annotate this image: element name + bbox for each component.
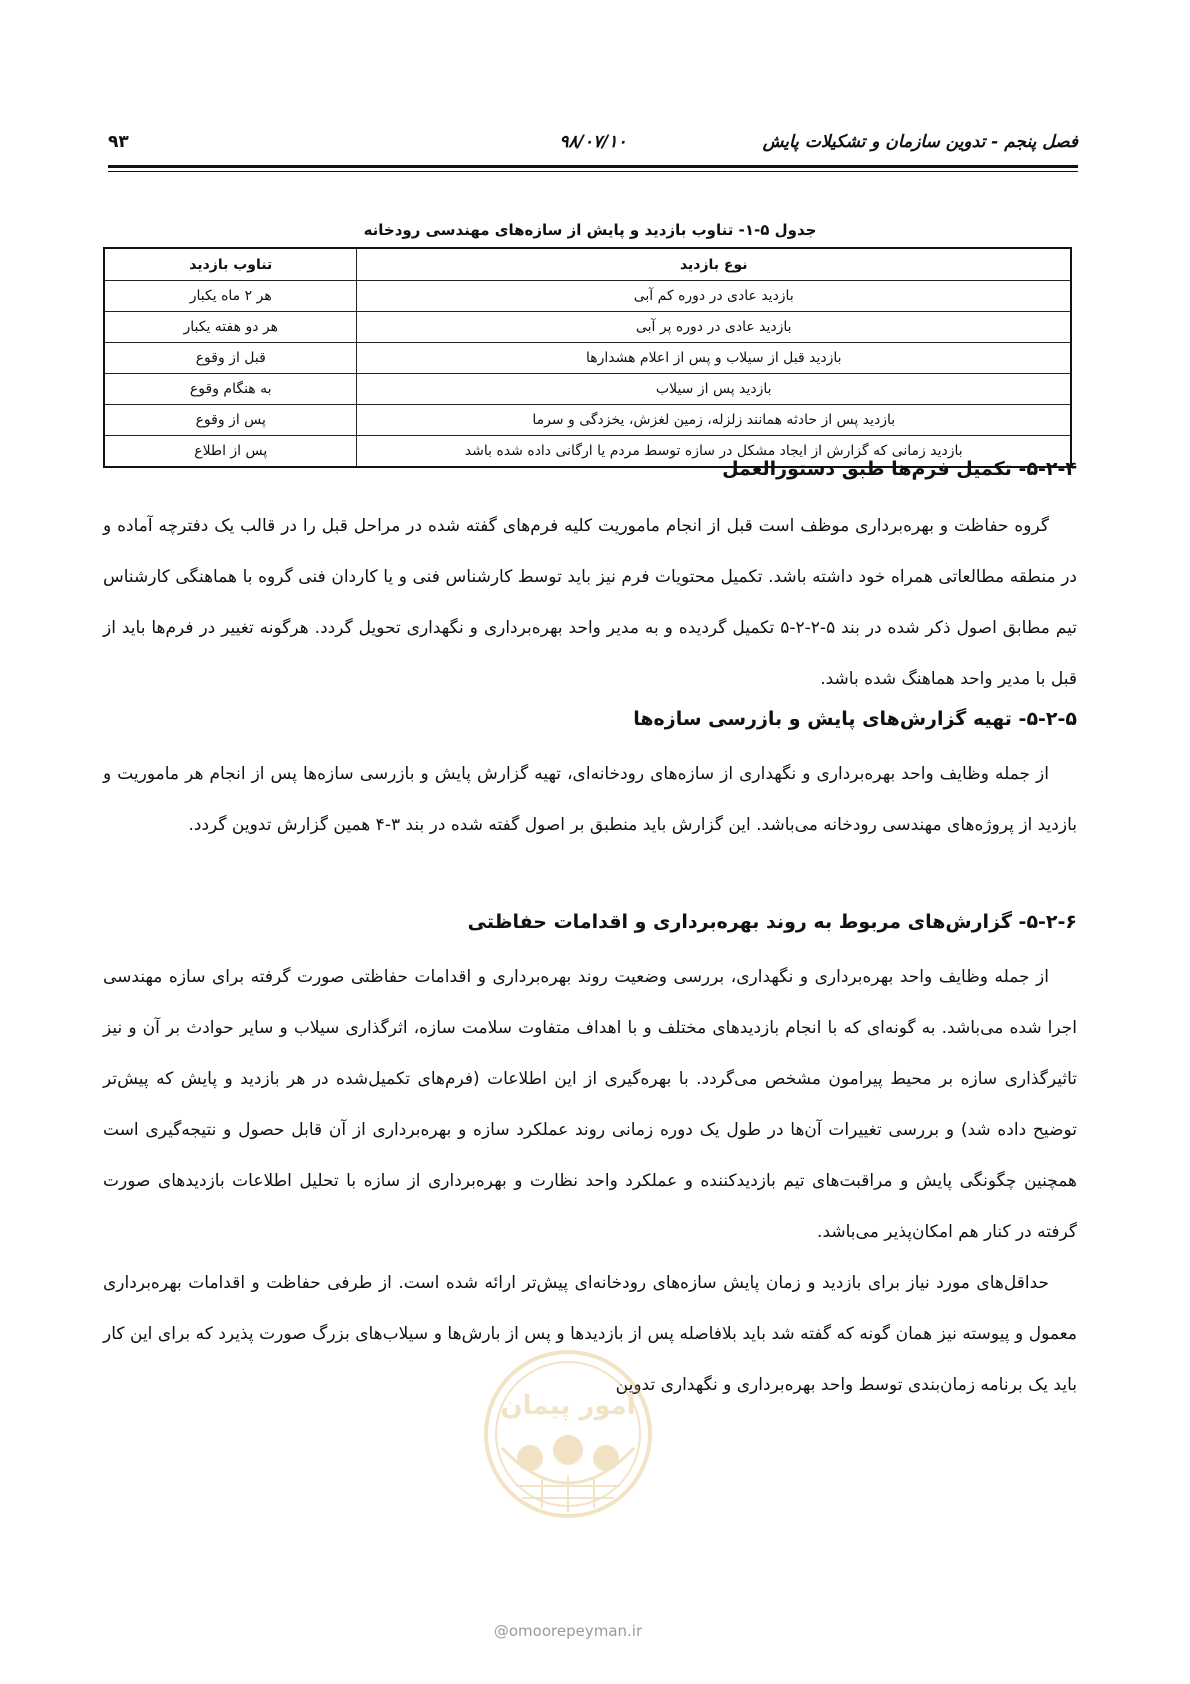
visit-type-cell: بازدید عادی در دوره پر آبی xyxy=(357,312,1071,343)
table-caption: جدول ۵-۱- تناوب بازدید و پایش از سازه‌های مهندسی رودخانه xyxy=(363,221,817,239)
header-rule-thin xyxy=(108,171,1078,172)
visit-frequency-cell: قبل از وقوع xyxy=(104,343,357,374)
visit-frequency-cell: به هنگام وقوع xyxy=(104,374,357,405)
header-rule xyxy=(108,165,1078,168)
table-header-row xyxy=(104,248,1071,281)
visit-frequency-cell: هر ۲ ماه یکبار xyxy=(104,281,357,312)
table-row xyxy=(104,312,1071,343)
watermark-url: @omoorepeyman.ir xyxy=(493,1622,643,1640)
page-number: ۹۳ xyxy=(108,132,129,152)
table-row xyxy=(104,343,1071,374)
section-title-5-2-6: ۵-۲-۶- گزارش‌های مربوط به روند بهره‌برداری و اقدامات حفاظتی xyxy=(467,911,1077,933)
table-row xyxy=(104,281,1071,312)
visit-type-cell: بازدید زمانی که گزارش از ایجاد مشکل در سازه توسط مردم یا ارگانی داده شده باشد xyxy=(357,436,1071,468)
omoore-peyman-logo-watermark xyxy=(482,1348,654,1520)
visit-frequency-cell: پس از اطلاع xyxy=(104,436,357,468)
visit-type-cell: بازدید قبل از سیلاب و پس از اعلام هشدارها xyxy=(357,343,1071,374)
paragraph-5-2-5: از جمله وظایف واحد بهره‌برداری و نگهداری از سازه‌های رودخانه‌ای، تهیه گزارش پایش و بازرسی سازه‌ها پس از انجام هر ماموریت و بازدید از پروژه‌های مهندسی رودخانه می‌باشد. این گزارش باید منطبق بر اصول گفته شده در بند ۳-۴ همین گزارش تدوین گردد. xyxy=(103,764,1077,835)
logo-text: امور پیمان xyxy=(500,1391,636,1421)
paragraph-5-2-6-a: از جمله وظایف واحد بهره‌برداری و نگهداری، بررسی وضعیت روند بهره‌برداری و اقدامات حفاظتی صورت گرفته برای سازه مهندسی اجرا شده می‌باشد. به گونه‌ای که با انجام بازدیدهای مختلف و با اهداف متفاوت سلامت سازه، اثرگذاری سیلاب و سایر حوادث بر آن و نیز تاثیرگذاری سازه بر محیط پیرامون مشخص می‌گردد. با بهره‌گیری از این اطلاعات (فرم‌های تکمیل‌شده در هر بازدید و پایش که پیش‌تر توضیح داده شد) و بررسی تغییرات آن‌ها در طول یک دوره زمانی روند عملکرد سازه و بهره‌برداری از آن قابل حصول و نتیجه‌گیری است همچنین چگونگی پایش و مراقبت‌های تیم بازدیدکننده و عملکرد واحد نظارت و بهره‌برداری از سازه با تحلیل اطلاعات بازدیدهای صورت گرفته در کنار هم امکان‌پذیر می‌باشد. xyxy=(103,967,1077,1242)
visit-frequency-cell: هر دو هفته یکبار xyxy=(104,312,357,343)
paragraph-5-2-6-b: حداقل‌های مورد نیاز برای بازدید و زمان پایش سازه‌های رودخانه‌ای پیش‌تر ارائه شده است. از طرفی حفاظت و اقدامات بهره‌برداری معمول و پیوسته نیز همان گونه که گفته شد باید بلافاصله پس از بازدیدها و پس از بارش‌ها و سیلاب‌های بزرگ صورت پذیرد که برای این کار باید یک برنامه زمان‌بندی توسط واحد بهره‌برداری و نگهداری تدوین xyxy=(103,1273,1077,1395)
section-title-5-2-4: ۵-۲-۴- تکمیل فرم‌ها طبق دستورالعمل xyxy=(722,458,1077,480)
table-row xyxy=(104,374,1071,405)
visit-type-cell: بازدید پس از حادثه همانند زلزله، زمین لغزش، یخزدگی و سرما xyxy=(357,405,1071,436)
visit-type-cell: بازدید عادی در دوره کم آبی xyxy=(357,281,1071,312)
section-title-5-2-5: ۵-۲-۵- تهیه گزارش‌های پایش و بازرسی سازه‌ها xyxy=(633,708,1077,730)
visit-type-cell: بازدید پس از سیلاب xyxy=(357,374,1071,405)
visit-frequency-cell: پس از وقوع xyxy=(104,405,357,436)
visit-frequency-table xyxy=(103,247,1072,468)
header-visit-type: نوع بازدید xyxy=(357,248,1071,281)
page-header xyxy=(108,122,1078,162)
table-row xyxy=(104,405,1071,436)
header-date: ۹۸/۰۷/۱۰ xyxy=(559,132,627,152)
chapter-title: فصل پنجم - تدوین سازمان و تشکیلات پایش xyxy=(762,132,1078,152)
paragraph-5-2-4: گروه حفاظت و بهره‌برداری موظف است قبل از انجام ماموریت کلیه فرم‌های گفته شده در مراحل قبل را در قالب یک دفترچه آماده و در منطقه مطالعاتی همراه خود داشته باشد. تکمیل محتویات فرم نیز باید توسط کارشناس فنی و یا کاردان فنی گروه با هماهنگی کارشناس تیم مطابق اصول ذکر شده در بند ۵-۲-۲-۵ تکمیل گردیده و به مدیر واحد بهره‌برداری و نگهداری تحویل گردد. هرگونه تغییر در فرم‌ها باید از قبل با مدیر واحد هماهنگ شده باشد. xyxy=(103,516,1077,689)
header-visit-frequency: تناوب بازدید xyxy=(104,248,357,281)
